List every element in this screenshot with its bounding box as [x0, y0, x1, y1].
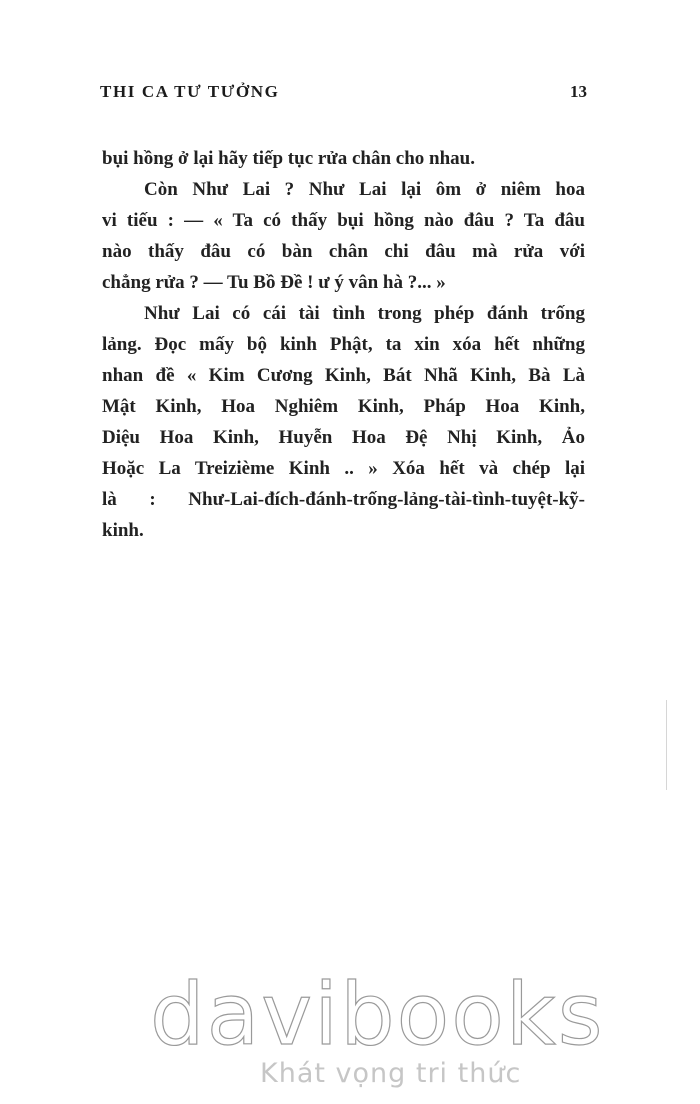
text-line: Hoặc La Treizième Kinh .. » Xóa hết và chép lại — [102, 458, 585, 479]
text-line: Mật Kinh, Hoa Nghiêm Kinh, Pháp Hoa Kinh, — [102, 396, 585, 417]
watermark-tagline: Khát vọng tri thức — [260, 1058, 522, 1089]
text-line: Như Lai có cái tài tình trong phép đánh trống — [144, 303, 585, 324]
scan-artifact-line — [666, 700, 667, 790]
text-line: vi tiếu : — « Ta có thấy bụi hồng nào đâu ? Ta đâu — [102, 210, 585, 231]
text-line: nào thấy đâu có bàn chân chi đâu mà rửa với — [102, 241, 585, 262]
paragraph-3 — [102, 298, 585, 546]
page-number: 13 — [570, 82, 587, 101]
text-line: chẳng rửa ? — Tu Bồ Đề ! ư ý vân hà ?... » — [102, 272, 446, 293]
watermark — [150, 965, 605, 1100]
watermark-brand: davibooks — [150, 965, 605, 1065]
paragraph-2 — [102, 174, 585, 298]
running-header — [100, 82, 587, 106]
text-line: bụi hồng ở lại hãy tiếp tục rửa chân cho nhau. — [102, 148, 475, 169]
text-line: Diệu Hoa Kinh, Huyễn Hoa Đệ Nhị Kinh, Ảo — [102, 427, 585, 448]
text-line: là : Như-Lai-đích-đánh-trống-lảng-tài-tình-tuyệt-kỹ- — [102, 489, 585, 510]
text-line: nhan đề « Kim Cương Kinh, Bát Nhã Kinh, Bà Là — [102, 365, 585, 386]
text-line: Còn Như Lai ? Như Lai lại ôm ở niêm hoa — [144, 179, 585, 200]
text-line: lảng. Đọc mấy bộ kinh Phật, ta xin xóa hết những — [102, 334, 585, 355]
paragraph-1 — [102, 143, 585, 174]
body-text — [102, 143, 585, 546]
text-line: kinh. — [102, 520, 144, 541]
running-title: THI CA TƯ TƯỞNG — [100, 82, 280, 101]
